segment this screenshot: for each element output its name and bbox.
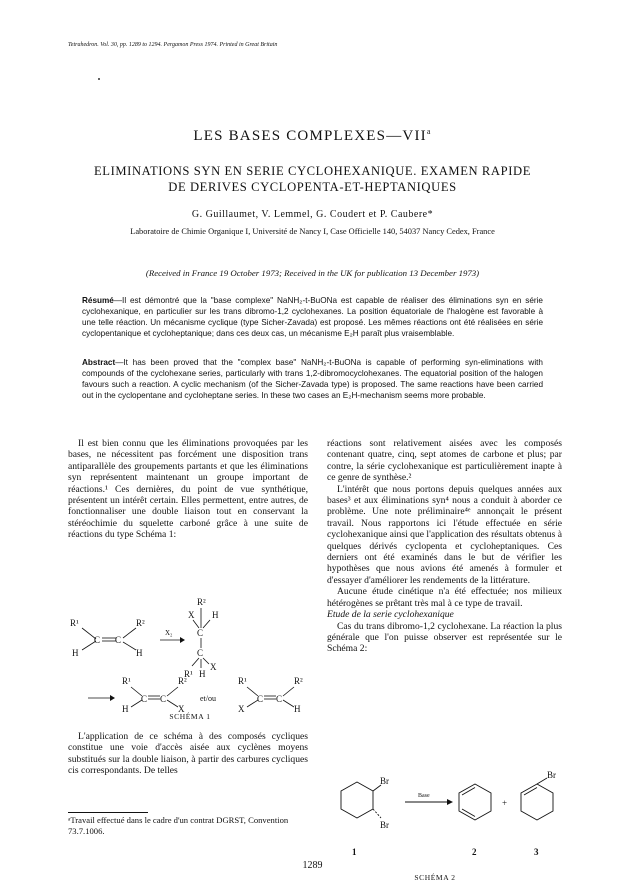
s1-q1-x: X: [178, 704, 185, 714]
scheme-2-caption: SCHÉMA 2: [414, 873, 456, 882]
section-heading: Etude de la serie cyclohexanique: [327, 609, 454, 621]
s1-p-x1: X: [188, 610, 195, 620]
s1-c1: C: [94, 635, 101, 645]
s1-p-c2: C: [197, 648, 204, 658]
scheme-1-diagram: [68, 590, 313, 720]
article-title: [0, 127, 625, 145]
resume-block: [82, 295, 543, 339]
s1-r2: R²: [136, 618, 145, 628]
right-paragraph-2: L'intérêt que nous portons depuis quelques années aux bases³ et aux éliminations syn⁴ nous a conduit à aborder ce problème. Une note préliminaire⁴ᵉ annonçait le présent travail. Nous rapportons ici l'étude effectuée en série cyclohexanique ainsi que l'application des résultats obtenus à quelques dérivés cyclopenta et cycloheptaniques. Ces derniers ont été examinés dans le but de vérifier les hypothèses que nous avions été amenés à formuler et d'essayer d'améliorer les rendements de la littérature.: [327, 483, 562, 586]
scheme-2-diagram: [327, 770, 562, 865]
abstract-text: —It has been proved that the "complex base" NaNH₂-t-BuONa is capable of performing syn-eliminations with compounds of the cyclohexane series, particularly with trans 1,2-dibromocyclohexanes. The equatorial position of the halogen favours such a reaction. A cyclic mechanism (of the Sicher-Zavada type) is proposed. The same reactions have been carried out in the cyclopentane and cycloheptane series. In these two cases an E₂H-mechanism seems more probable.: [82, 358, 543, 400]
s1-or: et/ou: [200, 694, 216, 703]
page-number: 1289: [302, 860, 323, 871]
s1-reagent: X₂: [165, 629, 173, 637]
s1-p-h1: H: [212, 610, 219, 620]
footnote-rule: [68, 812, 148, 813]
s1-q1-h: H: [122, 704, 129, 714]
s2-plus: +: [502, 798, 508, 808]
left-column-lower: [68, 731, 308, 777]
s1-q2-r2: R²: [294, 676, 303, 686]
resume-text: —Il est démontré que la "base complexe" NaNH₂-t-BuONa est capable de réaliser des éliminations syn en série cyclohexanique, en particulier sur les trans dibromo-1,2 cyclohexanes. La position équatoriale de l'halogène est favorable à une telle réaction. Un mécanisme cyclique (type Sicher-Zavada) est proposé. Les mêmes réactions ont été réalisées en série cyclopentanique et cycloheptanique; dans ces deux cas, un mécanisme E₂H paraît plus vraisemblable.: [82, 296, 543, 338]
authors: G. Guillaumet, V. Lemmel, G. Coudert et P. Caubere*: [191, 209, 434, 220]
s1-h-right: H: [136, 648, 143, 658]
s1-q2-x: X: [238, 704, 245, 714]
s1-q2-c1: C: [257, 694, 264, 704]
affiliation: Laboratoire de Chimie Organique I, Université de Nancy I, Case Officielle 140, 54037 Nancy Cedex, France: [130, 227, 495, 236]
left-paragraph-1: Il est bien connu que les éliminations provoquées par les bases, ne nécessitent pas forcément une disposition trans antiparallèle des groupements partants et que les éliminations syn représentent maintenant un groupe important de réactions.¹ Ces dernières, du point de vue synthétique, présentent un intérêt certain. Elles permettent, entre autres, de fonctionnaliser une double liaison tout en conservant la stéréochimie du squelette carboné grâce à une suite de réactions du type Schéma 1:: [68, 438, 308, 541]
s1-h-left: H: [72, 648, 79, 658]
s1-c2: C: [115, 635, 122, 645]
right-paragraph-3: Aucune étude cinétique n'a été effectuée; nos milieux hétérogènes se prêtant très mal à ce type de travail.: [327, 586, 562, 609]
right-paragraph-1: réactions sont relativement aisées avec les composés contenant quatre, cinq, sept atomes de carbone et plus; par contre, la série cyclohexanique est particulièrement inapte à ce genre de synthèse.²: [327, 438, 562, 484]
s1-q1-c2: C: [160, 694, 167, 704]
s2-br-top: Br: [380, 776, 389, 786]
title-footnote-mark: a: [426, 127, 432, 136]
s1-p-c1: C: [197, 628, 204, 638]
s2-br-bottom: Br: [380, 820, 389, 830]
stray-mark: [98, 78, 100, 80]
right-paragraph-4: Cas du trans dibromo-1,2 cyclohexane. La réaction la plus générale que l'on puisse observer est représentée sur le Schéma 2:: [327, 620, 562, 655]
right-column: [327, 438, 562, 655]
left-column: [68, 438, 308, 541]
s1-p-r2: R²: [197, 597, 206, 607]
abstract-block: [82, 357, 543, 401]
s1-q2-r1: R¹: [238, 676, 247, 686]
s1-p-r1: R¹: [184, 669, 193, 679]
left-paragraph-2: L'application de ce schéma à des composés cycliques constitue une voie d'accès aisée aux cyclènes moyens substitués sur la double liaison, à partir des carbures cycliques cis correspondants. De telles: [68, 731, 308, 777]
title-text: LES BASES COMPLEXES—VII: [193, 128, 427, 144]
journal-citation: Tetrahedron. Vol. 30, pp. 1289 to 1294. Pergamon Press 1974. Printed in Great Britain: [68, 42, 278, 48]
s1-r1: R¹: [70, 618, 79, 628]
received-dates: (Received in France 19 October 1973; Received in the UK for publication 13 December 1973): [145, 268, 480, 278]
s1-q2-c2: C: [276, 694, 283, 704]
abstract-label: Abstract: [82, 358, 116, 367]
s1-q1-r1: R¹: [122, 676, 131, 686]
compound-1-label: 1: [352, 847, 357, 857]
article-subtitle: ELIMINATIONS SYN EN SERIE CYCLOHEXANIQUE. EXAMEN RAPIDE DE DERIVES CYCLOPENTA-ET-HEPTANIQUES: [93, 164, 532, 194]
resume-label: Résumé: [82, 296, 114, 305]
s1-p-h2: H: [199, 669, 206, 679]
s1-q1-c1: C: [141, 694, 148, 704]
compound-3-label: 3: [534, 847, 539, 857]
s2-br-product: Br: [547, 770, 556, 780]
s2-reagent: Base: [418, 793, 430, 799]
scheme-1-caption: SCHÉMA 1: [169, 712, 211, 721]
s1-q2-h: H: [294, 704, 301, 714]
s1-p-x2: X: [210, 662, 217, 672]
footnote: ᵃTravail effectué dans le cadre d'un contrat DGRST, Convention 73.7.1006.: [68, 815, 289, 836]
s1-q1-r2: R²: [178, 676, 187, 686]
compound-2-label: 2: [472, 847, 477, 857]
